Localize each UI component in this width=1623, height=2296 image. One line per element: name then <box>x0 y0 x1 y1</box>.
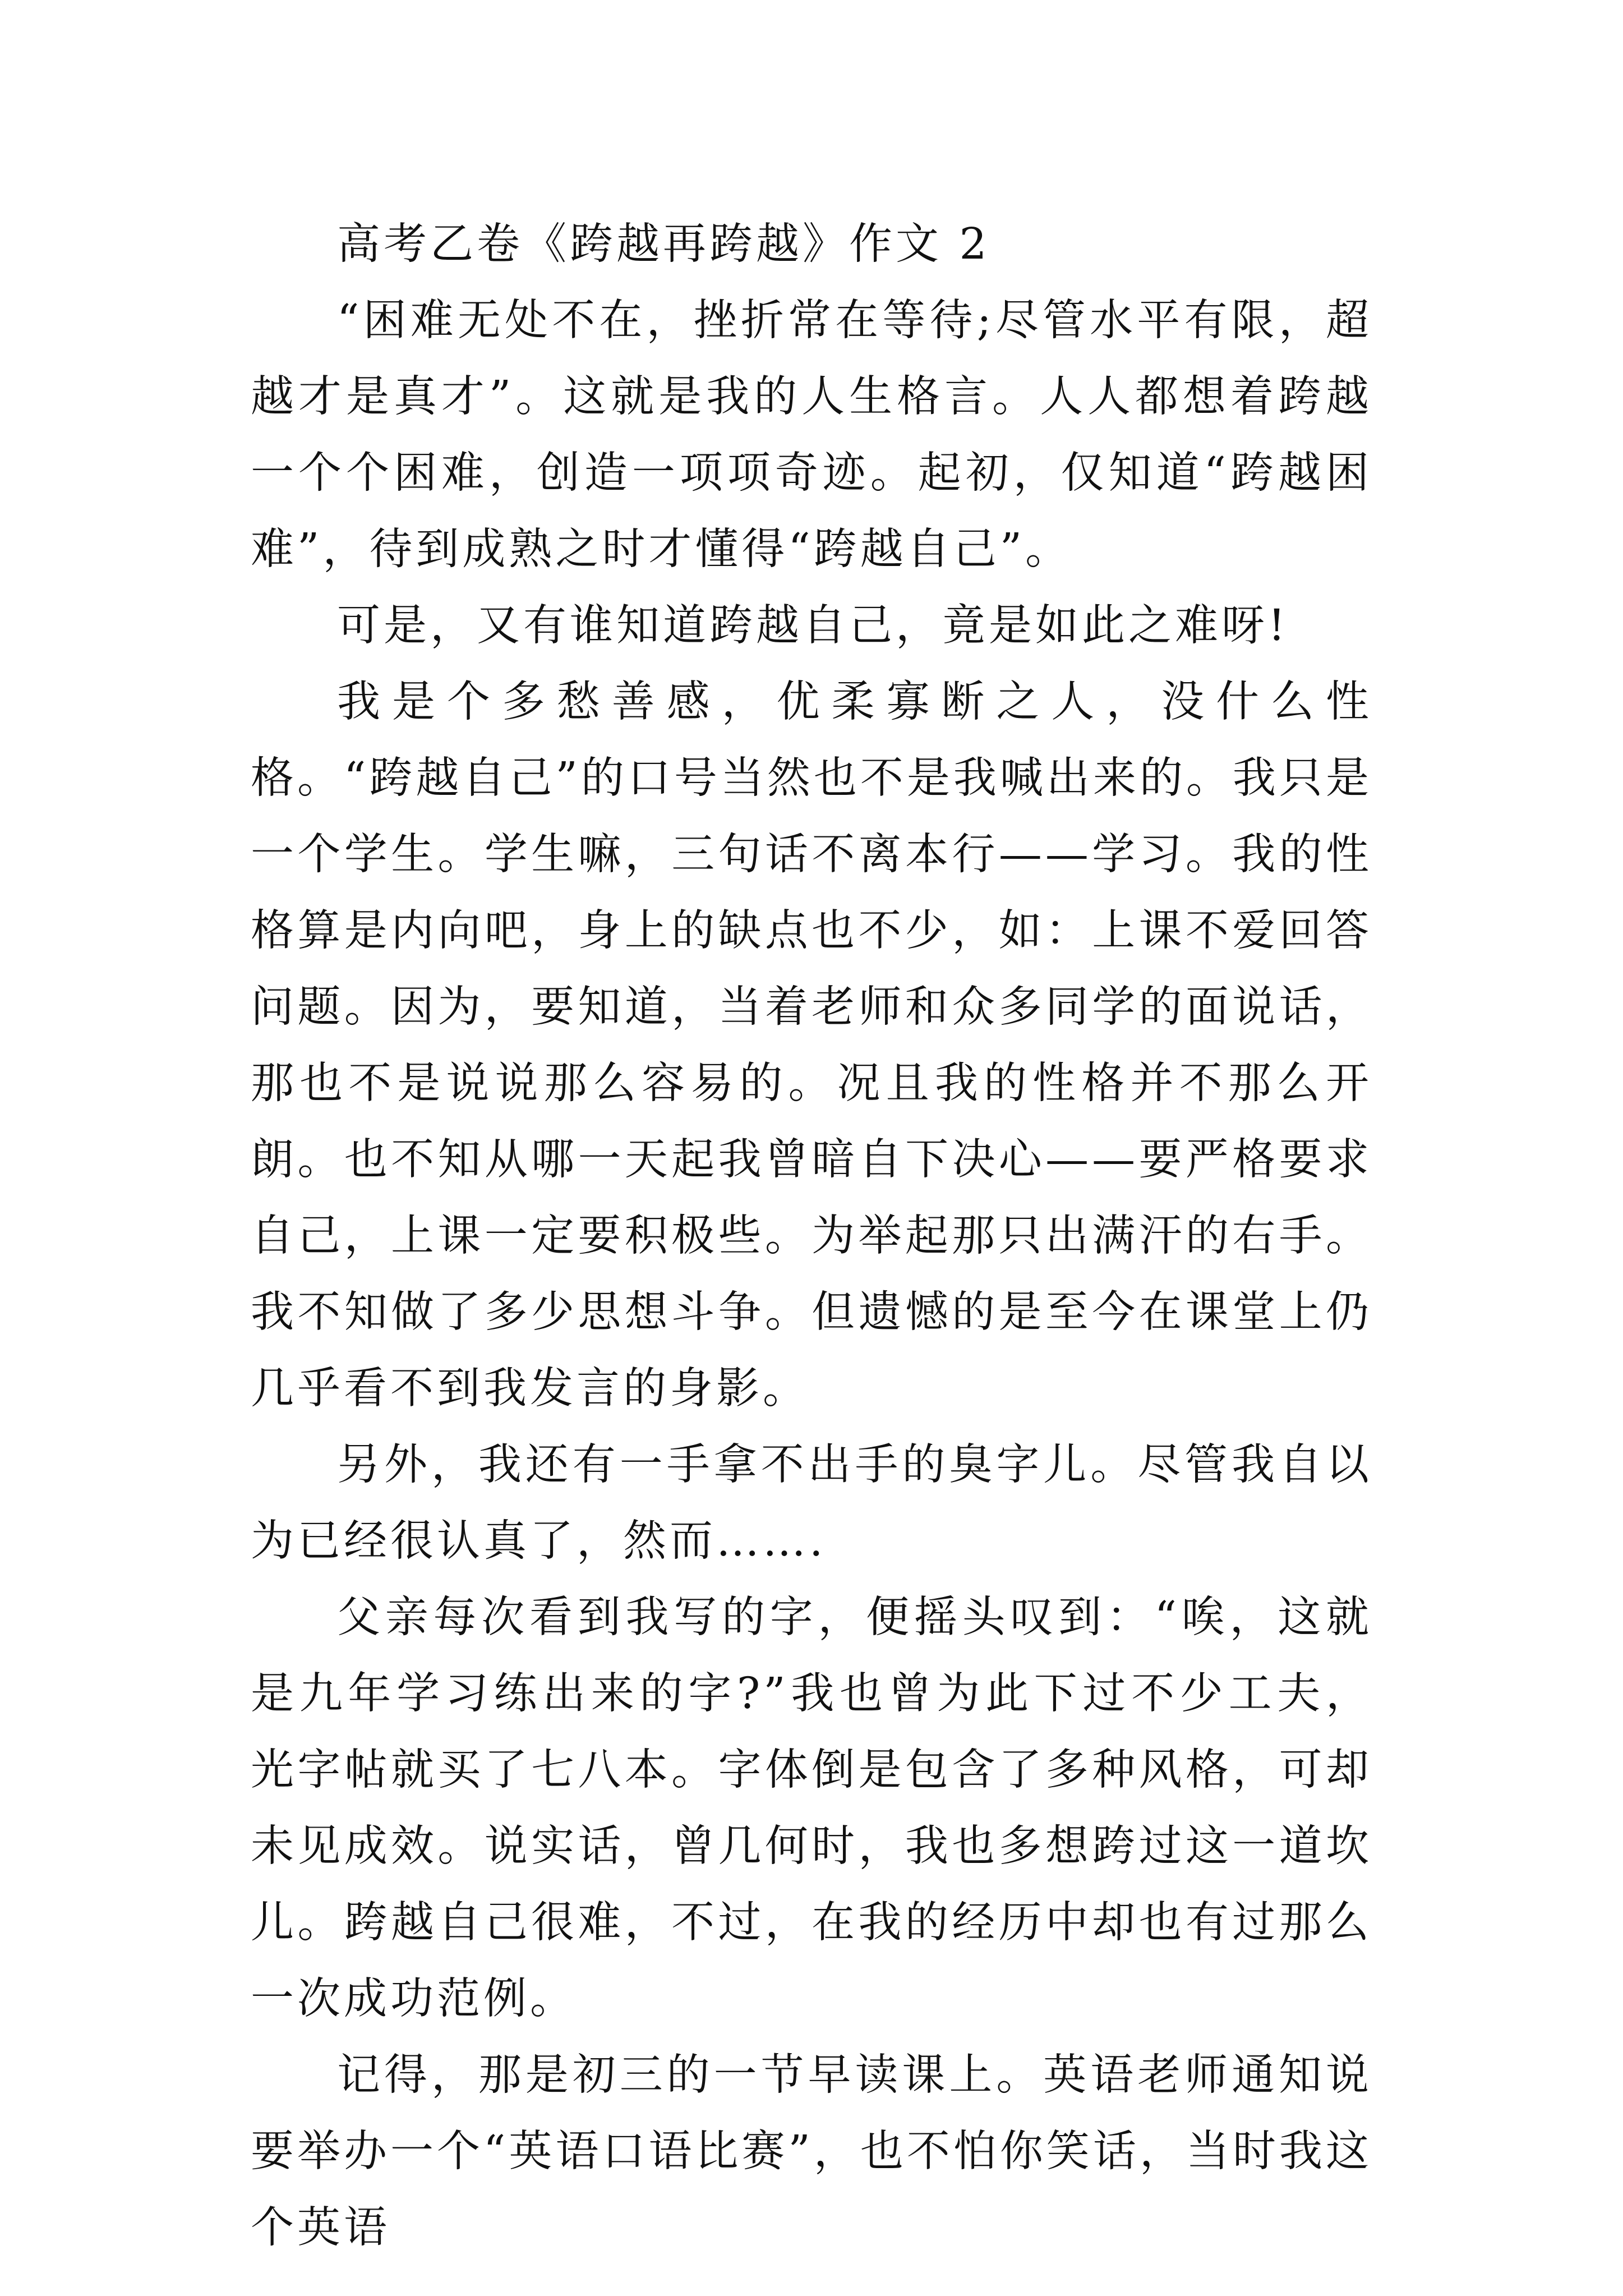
document-title: 高考乙卷《跨越再跨越》作文 2 <box>337 219 990 269</box>
paragraph: 记得，那是初三的一节早读课上。英语老师通知说要举办一个“英语口语比赛”，也不怕你笑话，当时我这个英语 <box>251 2050 1372 2253</box>
paragraph: 我是个多愁善感，优柔寡断之人，没什么性格。“跨越自己”的口号当然也不是我喊出来的。我只是一个学生。学生嘛，三句话不离本行——学习。我的性格算是内向吧，身上的缺点也不少，如：上课不爱回答问题。因为，要知道，当着老师和众多同学的面说话，那也不是说说那么容易的。况且我的性格并不那么开朗。也不知从哪一天起我曾暗自下决心——要严格要求自己，上课一定要积极些。为举起那只出满汗的右手。我不知做了多少思想斗争。但遗憾的是至今在课堂上仍几乎看不到我发言的身影。 <box>251 677 1372 1414</box>
paragraph: “困难无处不在，挫折常在等待;尽管水平有限，超越才是真才”。这就是我的人生格言。人人都想着跨越一个个困难，创造一项项奇迹。起初，仅知道“跨越困难”，待到成熟之时才懂得“跨越自己”。 <box>251 296 1372 574</box>
paragraph: 可是，又有谁知道跨越自己，竟是如此之难呀! <box>337 601 1289 651</box>
paragraph: 父亲每次看到我写的字，便摇头叹到：“唉，这就是九年学习练出来的字?”我也曾为此下过不少工夫，光字帖就买了七八本。字体倒是包含了多种风格，可却未见成效。说实话，曾几何时，我也多想跨过这一道坎儿。跨越自己很难，不过，在我的经历中却也有过那么一次成功范例。 <box>251 1593 1372 2024</box>
paragraph: 另外，我还有一手拿不出手的臭字儿。尽管我自以为已经很认真了，然而……. <box>251 1440 1372 1566</box>
document-body <box>251 206 1372 2266</box>
